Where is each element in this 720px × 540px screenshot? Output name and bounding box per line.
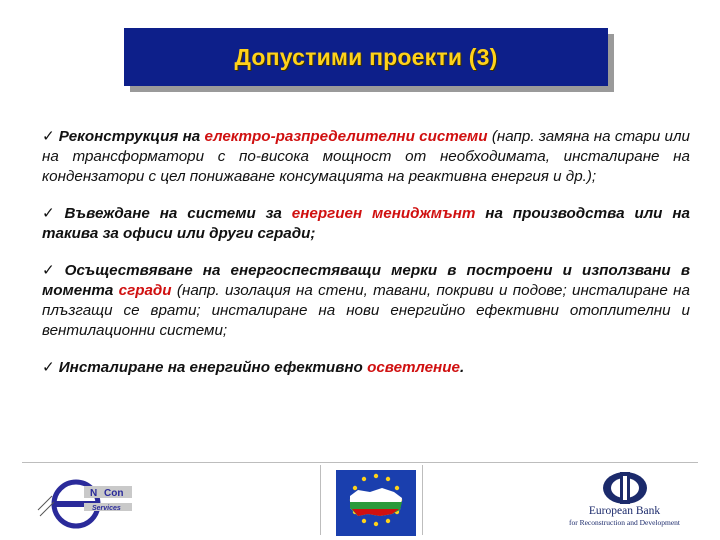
econ-services-text: Services	[92, 505, 121, 512]
econ-letters-n: N	[90, 488, 98, 499]
item-2-lead: Въвеждане на системи за	[64, 205, 292, 222]
project-list	[42, 127, 690, 395]
checkmark-icon: ✓	[42, 262, 61, 279]
econ-letters-con: Con	[104, 488, 124, 499]
item-3-lead: Осъществяване на енергоспестяващи мерки в построени и използвани в момента	[42, 262, 691, 299]
list-item-4	[42, 358, 690, 378]
page-title: Допустими проекти (3)	[234, 43, 498, 70]
item-4-tail: .	[459, 359, 465, 376]
item-4-highlight: осветление	[367, 359, 460, 376]
econ-logo	[36, 476, 136, 532]
eu-bulgaria-logo	[336, 470, 416, 536]
item-2-tail: на производства или на такива за офиси или други сгради;	[42, 205, 691, 242]
item-1-highlight: електро-разпределителни системи	[204, 128, 488, 145]
checkmark-icon: ✓	[42, 128, 55, 145]
item-3-highlight: сгради	[118, 282, 172, 299]
divider	[422, 465, 423, 535]
item-4-lead: Инсталиране на енергийно ефективно	[58, 359, 368, 376]
ebrd-line-2: for Reconstruction and Development	[568, 518, 680, 527]
divider	[320, 465, 321, 535]
list-item-1	[42, 127, 690, 187]
ebrd-caption	[552, 506, 697, 528]
item-1-lead: Реконструкция на	[58, 128, 205, 145]
item-3-text: (напр. изолация на стени, тавани, покриви и подове; инсталиране на плъзгащи се врати; инсталиране на нови енергийно ефективни отоплителни и вентилационни системи;	[42, 282, 690, 339]
item-1-text: (напр. замяна на стари или на трансформатори с по-висока мощност от необходимата, инсталиране на кондензатори с цел понижаване консумацията на реактивна енергия и др.);	[42, 128, 691, 185]
list-item-3	[42, 261, 690, 341]
list-item-2	[42, 204, 690, 244]
ebrd-emblem-icon	[600, 470, 650, 506]
title-banner	[124, 28, 608, 86]
ebrd-line-1: European Bank	[588, 505, 661, 517]
checkmark-icon: ✓	[42, 359, 55, 376]
item-2-highlight: енергиен мениджмънт	[291, 205, 476, 222]
checkmark-icon: ✓	[42, 205, 61, 222]
